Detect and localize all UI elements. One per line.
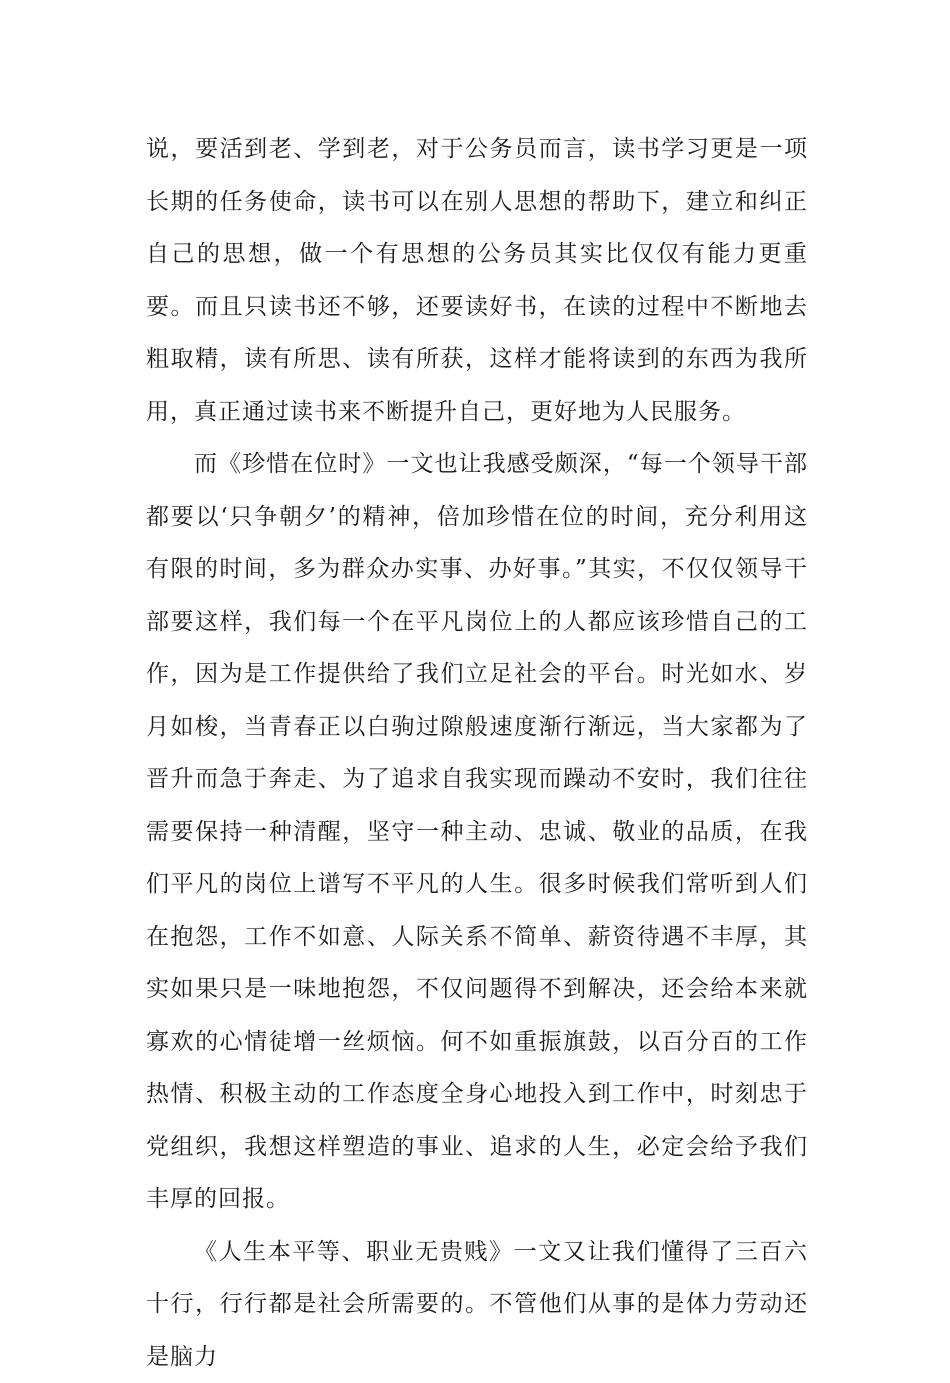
paragraph-3: 《人生本平等、职业无贵贱》一文又让我们懂得了三百六十行，行行都是社会所需要的。不管他们从事的是体力劳动还是脑力 — [146, 1226, 808, 1383]
document-body — [146, 123, 808, 1383]
paragraph-2: 而《珍惜在位时》一文也让我感受颇深，“每一个领导干部都要以‘只争朝夕’的精神，倍加珍惜在位的时间，充分利用这有限的时间，多为群众办实事、办好事。”其实，不仅仅领导干部要这样，我们每一个在平凡岗位上的人都应该珍惜自己的工作，因为是工作提供给了我们立足社会的平台。时光如水、岁月如梭，当青春正以白驹过隙般速度渐行渐远，当大家都为了晋升而急于奔走、为了追求自我实现而躁动不安时，我们往往需要保持一种清醒，坚守一种主动、忠诚、敬业的品质，在我们平凡的岗位上谱写不平凡的人生。很多时候我们常听到人们在抱怨，工作不如意、人际关系不简单、薪资待遇不丰厚，其实如果只是一味地抱怨，不仅问题得不到解决，还会给本来就寡欢的心情徒增一丝烦恼。何不如重振旗鼓，以百分百的工作热情、积极主动的工作态度全身心地投入到工作中，时刻忠于党组织，我想这样塑造的事业、追求的人生，必定会给予我们丰厚的回报。 — [146, 438, 808, 1226]
paragraph-1: 说，要活到老、学到老，对于公务员而言，读书学习更是一项长期的任务使命，读书可以在别人思想的帮助下，建立和纠正自己的思想，做一个有思想的公务员其实比仅仅有能力更重要。而且只读书还不够，还要读好书，在读的过程中不断地去粗取精，读有所思、读有所获，这样才能将读到的东西为我所用，真正通过读书来不断提升自己，更好地为人民服务。 — [146, 123, 808, 438]
